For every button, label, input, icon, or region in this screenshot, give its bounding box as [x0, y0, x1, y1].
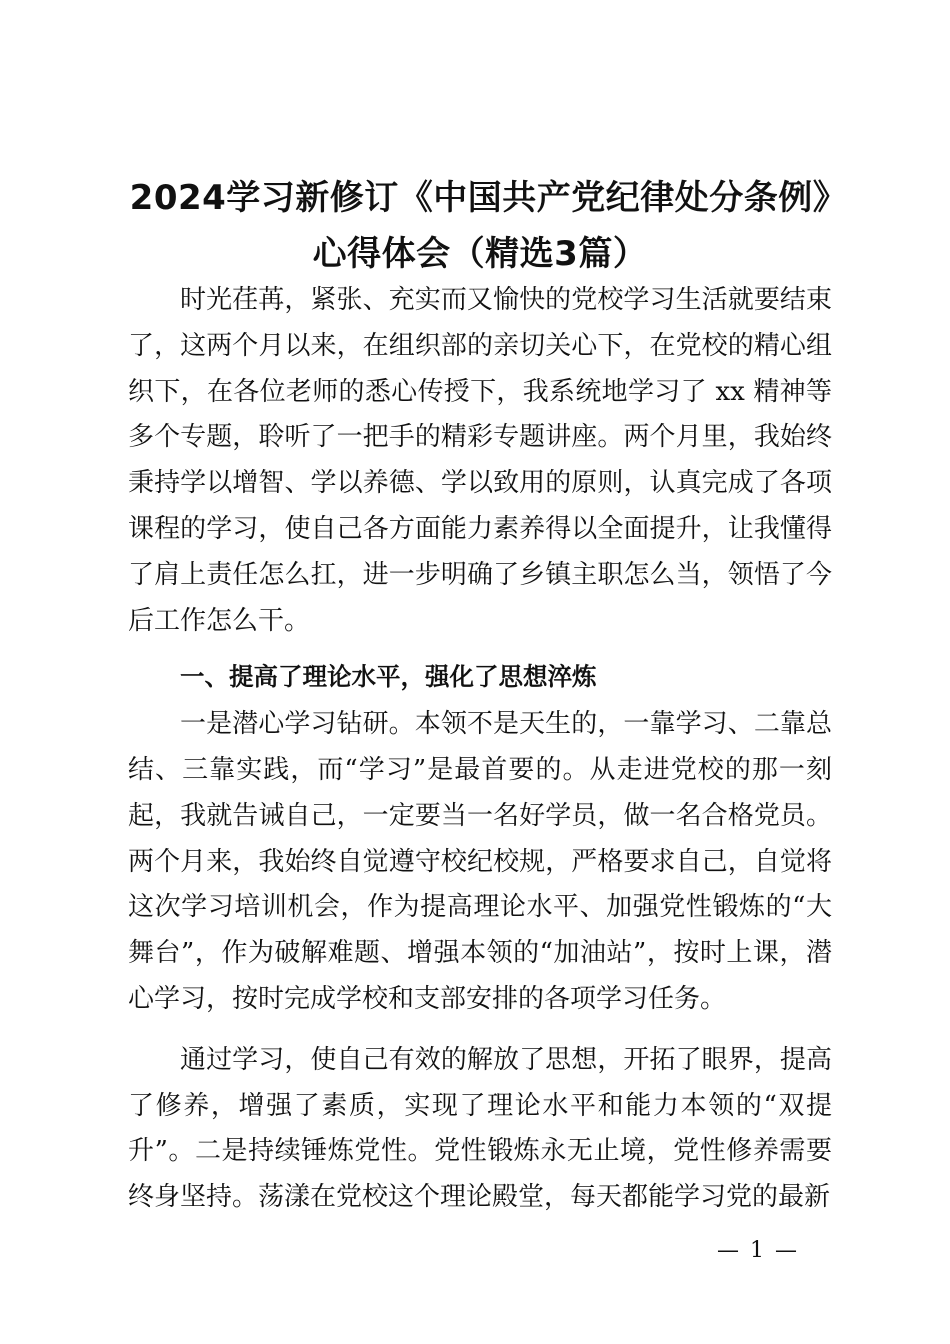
study-paragraph: 一是潜心学习钻研。本领不是天生的，一靠学习、二靠总结、三靠实践，而“学习”是最首要的。从走进党校的那一刻起，我就告诫自己，一定要当一名好学员，做一名合格党员。两个月来，我始终自觉遵守校纪校规，严格要求自己，自觉将这次学习培训机会，作为提高理论水平、加强党性锻炼的“大舞台”，作为破解难题、增强本领的“加油站”，按时上课，潜心学习，按时完成学校和支部安排的各项学习任务。	[128, 709, 832, 1014]
document-title: 2024学习新修订《中国共产党纪律处分条例》心得体会（精选3篇）	[129, 178, 831, 274]
section-heading: 一、提高了理论水平，强化了思想淬炼	[180, 662, 597, 692]
document-body	[128, 278, 832, 1221]
growth-paragraph: 通过学习，使自己有效的解放了思想，开拓了眼界，提高了修养，增强了素质，实现了理论水平和能力本领的“双提升”。二是持续锤炼党性。党性锻炼永无止境，党性修养需要终身坚持。荡漾在党校这个理论殿堂，每天都能学习党的最新	[128, 1044, 832, 1213]
page-number: — 1 —	[717, 1238, 799, 1263]
intro-paragraph: 时光荏苒，紧张、充实而又愉快的党校学习生活就要结束了，这两个月以来，在组织部的亲切关心下，在党校的精心组织下，在各位老师的悉心传授下，我系统地学习了 xx 精神等多个专题，聆听了一把手的精彩专题讲座。两个月里，我始终秉持学以增智、学以养德、学以致用的原则，认真完成了各项课程的学习，使自己各方面能力素养得以全面提升，让我懂得了肩上责任怎么扛，进一步明确了乡镇主职怎么当，领悟了今后工作怎么干。	[128, 285, 832, 636]
